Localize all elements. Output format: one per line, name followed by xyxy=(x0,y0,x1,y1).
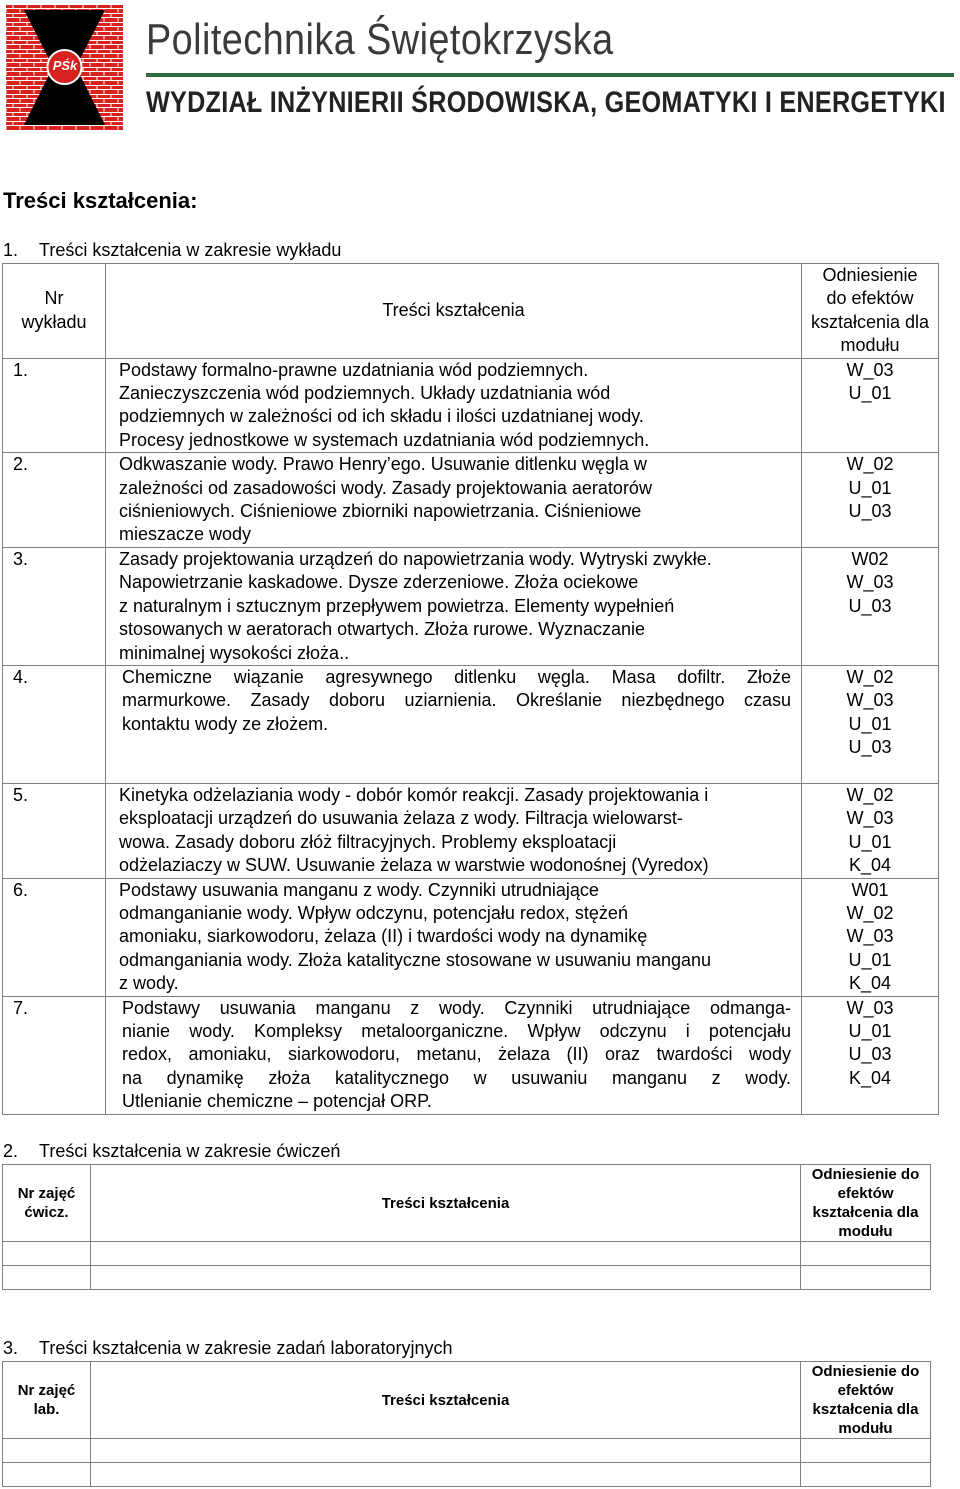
content-line: Podstawy usuwania manganu z wody. Czynniki utrudniające xyxy=(119,879,599,900)
content-line: wowa. Zasady doboru złóż filtracyjnych. Problemy eksploatacji xyxy=(119,831,617,852)
exercises-table xyxy=(2,1164,931,1290)
effect-code: K_04 xyxy=(848,973,892,994)
section-title-lab xyxy=(3,1338,453,1359)
effect-code: U_01 xyxy=(848,949,892,970)
row-effects xyxy=(802,453,939,548)
effect-code: W_02 xyxy=(846,902,894,923)
row-number: 7. xyxy=(3,996,106,1114)
table-row xyxy=(3,547,939,665)
effect-code: W01 xyxy=(851,879,889,900)
content-line: z naturalnym i sztucznym przepływem powietrza. Elementy wypełnień xyxy=(119,595,675,616)
effect-code: W_02 xyxy=(846,784,894,805)
table-row xyxy=(3,1439,931,1463)
header-nr: Nr zajęć ćwicz. xyxy=(3,1165,91,1242)
effect-code: W02 xyxy=(851,548,889,569)
effect-code: W_03 xyxy=(846,690,894,711)
row-effects xyxy=(802,783,939,878)
header-content: Treści kształcenia xyxy=(91,1362,801,1439)
section-label: Treści kształcenia w zakresie wykładu xyxy=(39,240,342,260)
table-row xyxy=(3,783,939,878)
effect-code: U_03 xyxy=(848,1044,892,1065)
content-line: nianie wody. Kompleksy metaloorganiczne. Wpływ odczynu i potencjału xyxy=(122,1020,791,1041)
header-nr: Nr zajęć lab. xyxy=(3,1362,91,1439)
section-number: 2. xyxy=(3,1141,19,1161)
header-content: Treści kształcenia xyxy=(91,1165,801,1242)
content-line: na dynamikę złoża katalitycznego w usuwaniu manganu z wody. xyxy=(122,1067,791,1088)
content-line: redox, amoniaku, siarkowodoru, metanu, żelaza (II) oraz twardości wody xyxy=(122,1044,791,1065)
effect-code: U_01 xyxy=(848,831,892,852)
header-effects: Odniesienie do efektów kształcenia dla modułu xyxy=(802,264,939,359)
content-line: kontaktu wody ze złożem. xyxy=(122,713,329,734)
faculty-name: WYDZIAŁ INŻYNIERII ŚRODOWISKA, GEOMATYKI I ENERGETYKI xyxy=(146,86,946,119)
row-effects xyxy=(802,665,939,783)
section-number: 1. xyxy=(3,240,19,260)
content-line: Procesy jednostkowe w systemach uzdatniania wód podziemnych. xyxy=(119,429,650,450)
content-line: Odkwaszanie wody. Prawo Henry’ego. Usuwanie ditlenku węgla w xyxy=(119,454,647,475)
effect-code: U_03 xyxy=(848,737,892,758)
section-number: 3. xyxy=(3,1338,19,1358)
effect-code: W_03 xyxy=(846,359,894,380)
section-title-lecture xyxy=(3,240,341,261)
page-title: Treści kształcenia: xyxy=(3,188,198,213)
content-line: odżelaziaczy w SUW. Usuwanie żelaza w warstwie wodonośnej (Vyredox) xyxy=(119,855,709,876)
effect-code: W_03 xyxy=(846,808,894,829)
content-line: minimalnej wysokości złoża.. xyxy=(119,642,350,663)
effect-code: U_03 xyxy=(848,595,892,616)
row-effects xyxy=(802,878,939,996)
effect-code: W_02 xyxy=(846,454,894,475)
table-header-row xyxy=(3,1165,931,1242)
row-number: 1. xyxy=(3,358,106,453)
lab-table xyxy=(2,1361,931,1487)
content-line: Podstawy usuwania manganu z wody. Czynniki utrudniające odmanga- xyxy=(122,997,791,1018)
table-row xyxy=(3,1463,931,1487)
row-content xyxy=(106,358,802,453)
lecture-table-body xyxy=(3,358,939,1114)
row-content xyxy=(106,547,802,665)
content-line: podziemnych w zależności od ich składu i ilości uzdatnianej wody. xyxy=(119,406,644,427)
lecture-table xyxy=(2,263,939,1115)
row-content xyxy=(106,996,802,1114)
table-row xyxy=(3,665,939,783)
effect-code: U_03 xyxy=(848,501,892,522)
content-line: odmanganianie wody. Wpływ odczynu, potencjału redox, stężeń xyxy=(119,902,628,923)
table-row xyxy=(3,453,939,548)
section-label: Treści kształcenia w zakresie zadań laboratoryjnych xyxy=(39,1338,453,1358)
content-line: ciśnieniowych. Ciśnieniowe zbiorniki napowietrzania. Ciśnieniowe xyxy=(119,501,642,522)
content-line: Podstawy formalno-prawne uzdatniania wód podziemnych. xyxy=(119,359,589,380)
row-number: 6. xyxy=(3,878,106,996)
effect-code: K_04 xyxy=(848,1067,892,1088)
content-line: eksploatacji urządzeń do usuwania żelaza z wody. Filtracja wielowarst- xyxy=(119,808,683,829)
table-header-row xyxy=(3,1362,931,1439)
content-line: Zasady projektowania urządzeń do napowietrzania wody. Wytryski zwykłe. xyxy=(119,548,712,569)
table-row xyxy=(3,878,939,996)
content-line: Zanieczyszczenia wód podziemnych. Układy uzdatniania wód xyxy=(119,383,611,404)
table-header-row xyxy=(3,264,939,359)
effect-code: U_01 xyxy=(848,1020,892,1041)
content-line: Kinetyka odżelaziania wody - dobór komór reakcji. Zasady projektowania i xyxy=(119,784,709,805)
header-effects: Odniesienie do efektów kształcenia dla modułu xyxy=(801,1165,931,1242)
row-number: 3. xyxy=(3,547,106,665)
row-content xyxy=(106,878,802,996)
header-content: Treści kształcenia xyxy=(106,264,802,359)
row-number: 2. xyxy=(3,453,106,548)
row-content xyxy=(106,453,802,548)
row-number: 4. xyxy=(3,665,106,783)
section-label: Treści kształcenia w zakresie ćwiczeń xyxy=(39,1141,341,1161)
logo-text: PŚk xyxy=(52,58,78,73)
content-line: amoniaku, siarkowodoru, żelaza (II) i twardości wody na dynamikę xyxy=(119,926,648,947)
effect-code: W_03 xyxy=(846,572,894,593)
row-effects xyxy=(802,547,939,665)
content-line: zależności od zasadowości wody. Zasady projektowania aeratorów xyxy=(119,477,652,498)
content-line: Chemiczne wiązanie agresywnego ditlenku węgla. Masa dofiltr. Złoże xyxy=(122,666,791,687)
table-row xyxy=(3,996,939,1114)
content-line: odmanganiania wody. Złoża katalityczne stosowane w usuwaniu manganu xyxy=(119,949,712,970)
section-title-exercises xyxy=(3,1141,340,1162)
row-effects xyxy=(802,996,939,1114)
content-line: z wody. xyxy=(119,973,179,994)
content-line: Utlenianie chemiczne – potencjał ORP. xyxy=(122,1091,432,1112)
header-effects: Odniesienie do efektów kształcenia dla modułu xyxy=(801,1362,931,1439)
content-line: Napowietrzanie kaskadowe. Dysze zderzeniowe. Złoża ociekowe xyxy=(119,572,639,593)
header-nr: Nr wykładu xyxy=(3,264,106,359)
table-row xyxy=(3,1266,931,1290)
effect-code: K_04 xyxy=(848,855,892,876)
row-content xyxy=(106,783,802,878)
effect-code: U_01 xyxy=(848,713,892,734)
effect-code: U_01 xyxy=(848,477,892,498)
row-effects xyxy=(802,358,939,453)
content-line: stosowanych w aeratorach otwartych. Złoża rurowe. Wyznaczanie xyxy=(119,619,646,640)
effect-code: W_03 xyxy=(846,926,894,947)
university-name: Politechnika Świętokrzyska xyxy=(146,15,614,64)
table-row xyxy=(3,358,939,453)
content-line: marmurkowe. Zasady doboru uziarnienia. Określanie niezbędnego czasu xyxy=(122,690,791,711)
content-line: mieszacze wody xyxy=(119,524,252,545)
header-divider xyxy=(146,73,954,77)
row-number: 5. xyxy=(3,783,106,878)
effect-code: U_01 xyxy=(848,383,892,404)
effect-code: W_03 xyxy=(846,997,894,1018)
row-content xyxy=(106,665,802,783)
table-row xyxy=(3,1242,931,1266)
effect-code: W_02 xyxy=(846,666,894,687)
